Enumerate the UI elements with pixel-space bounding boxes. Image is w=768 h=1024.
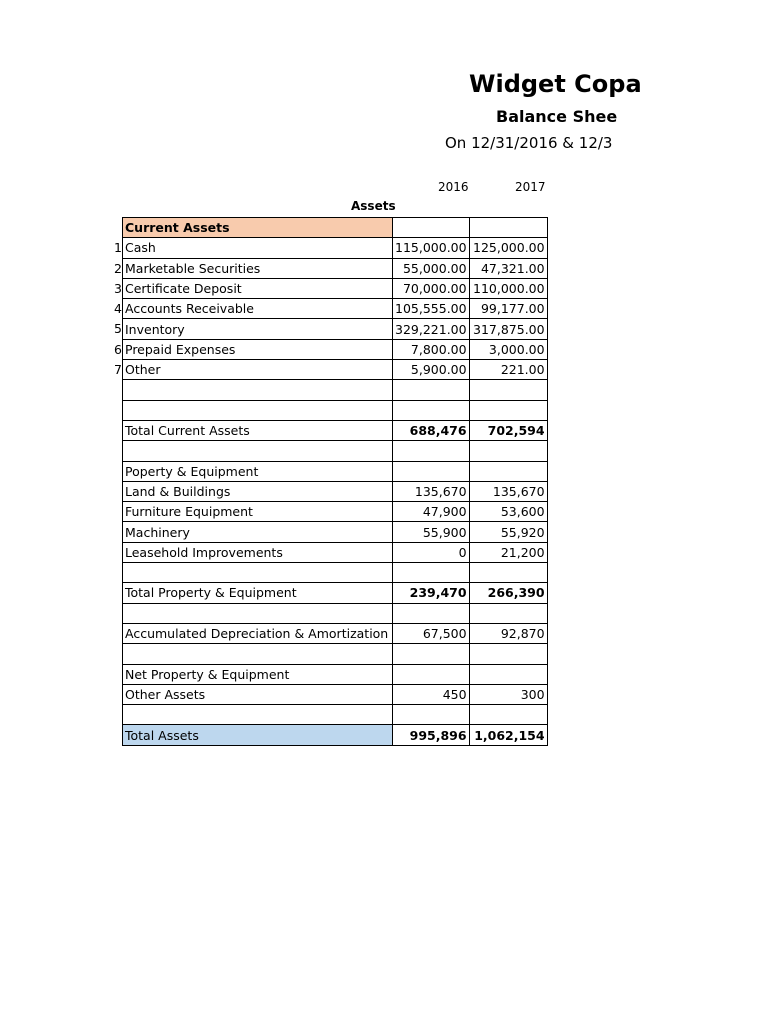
- value-2017-cell[interactable]: 266,390: [469, 583, 547, 603]
- value-2016-cell[interactable]: 7,800.00: [393, 339, 470, 359]
- row-number: 5: [114, 321, 122, 337]
- table-row: [123, 502, 548, 522]
- value-2016-cell[interactable]: 450: [393, 684, 470, 704]
- table-row: [123, 441, 548, 461]
- row-label-text: Current Assets: [125, 220, 230, 236]
- value-2017-cell[interactable]: 53,600: [469, 502, 547, 522]
- row-label-text: Leasehold Improvements: [125, 544, 283, 560]
- value-2017-cell[interactable]: [469, 380, 547, 400]
- value-2017-cell[interactable]: [469, 461, 547, 481]
- table-row: [123, 583, 548, 603]
- value-2016-cell[interactable]: 67,500: [393, 623, 470, 643]
- row-number: 6: [114, 341, 122, 357]
- table-row: [123, 278, 548, 298]
- table-row: [123, 400, 548, 420]
- row-label[interactable]: [123, 725, 393, 745]
- value-2017-cell[interactable]: 1,062,154: [469, 725, 547, 745]
- table-row: [123, 542, 548, 562]
- row-label[interactable]: [123, 400, 393, 420]
- table-row: [123, 299, 548, 319]
- value-2016-cell[interactable]: 55,900: [393, 522, 470, 542]
- value-2017-cell[interactable]: 135,670: [469, 481, 547, 501]
- table-row: [123, 664, 548, 684]
- value-2017-cell[interactable]: 21,200: [469, 542, 547, 562]
- table-row: [123, 380, 548, 400]
- table-row: [123, 481, 548, 501]
- value-2017-cell[interactable]: 92,870: [469, 623, 547, 643]
- value-2016-cell[interactable]: [393, 441, 470, 461]
- row-label-text: Machinery: [125, 524, 190, 540]
- row-label[interactable]: [123, 583, 393, 603]
- value-2016-cell[interactable]: 55,000.00: [393, 258, 470, 278]
- row-label[interactable]: [114, 238, 393, 258]
- value-2017-cell[interactable]: 3,000.00: [469, 339, 547, 359]
- value-2017-cell[interactable]: [469, 705, 547, 725]
- table-row: [123, 644, 548, 664]
- table-row: [123, 319, 548, 339]
- value-2017-cell[interactable]: 55,920: [469, 522, 547, 542]
- value-2017-cell[interactable]: 221.00: [469, 360, 547, 380]
- table-row: [123, 563, 548, 583]
- row-label[interactable]: [123, 644, 393, 664]
- table-row: [123, 684, 548, 704]
- section-label-assets: Assets: [351, 199, 396, 213]
- row-label[interactable]: [114, 278, 393, 298]
- row-label-text: Accumulated Depreciation & Amortization: [125, 626, 389, 642]
- value-2017-cell[interactable]: 702,594: [469, 420, 547, 440]
- row-label-text: Cash: [125, 240, 156, 256]
- row-label[interactable]: [114, 319, 393, 339]
- row-label[interactable]: [123, 684, 393, 704]
- row-label[interactable]: [123, 481, 393, 501]
- value-2016-cell[interactable]: [393, 705, 470, 725]
- row-number: 7: [114, 362, 122, 378]
- value-2016-cell[interactable]: [393, 644, 470, 664]
- row-label-text: Total Property & Equipment: [125, 585, 297, 601]
- row-label-text: Furniture Equipment: [125, 504, 253, 520]
- row-label[interactable]: [123, 603, 393, 623]
- value-2016-cell[interactable]: 70,000.00: [393, 278, 470, 298]
- value-2016-cell[interactable]: 0: [393, 542, 470, 562]
- row-label-text: Other: [125, 362, 161, 378]
- row-label-text: Prepaid Expenses: [125, 341, 236, 357]
- value-2017-cell[interactable]: [469, 664, 547, 684]
- company-title: Widget Copa: [469, 70, 642, 98]
- row-label-text: Land & Buildings: [125, 484, 231, 499]
- row-label-text: Inventory: [125, 321, 185, 337]
- table-row: [123, 603, 548, 623]
- row-label[interactable]: [114, 360, 393, 380]
- value-2016-cell[interactable]: 105,555.00: [393, 299, 470, 319]
- report-title: Balance Shee: [496, 107, 618, 126]
- value-2017-cell[interactable]: [469, 644, 547, 664]
- value-2016-cell[interactable]: 995,896: [393, 725, 470, 745]
- value-2017-cell[interactable]: [469, 441, 547, 461]
- row-label-text: Total Assets: [125, 727, 199, 743]
- row-label[interactable]: [123, 522, 393, 542]
- value-2016-cell[interactable]: [393, 461, 470, 481]
- value-2016-cell[interactable]: 5,900.00: [393, 360, 470, 380]
- row-number: 1: [114, 240, 122, 256]
- table-row: [123, 339, 548, 359]
- table-row: [123, 623, 548, 643]
- table-row: [123, 238, 548, 258]
- row-label-text: Net Property & Equipment: [125, 666, 290, 682]
- value-2016-cell[interactable]: 47,900: [393, 502, 470, 522]
- value-2016-cell[interactable]: [393, 218, 470, 238]
- value-2016-cell[interactable]: 135,670: [393, 481, 470, 501]
- row-label[interactable]: [123, 380, 393, 400]
- table-row: [123, 725, 548, 745]
- row-label[interactable]: [123, 664, 393, 684]
- table-row: [123, 461, 548, 481]
- value-2016-cell[interactable]: [393, 664, 470, 684]
- row-label-text: Accounts Receivable: [125, 301, 254, 317]
- value-2017-cell[interactable]: 99,177.00: [469, 299, 547, 319]
- row-label-text: Certificate Deposit: [125, 281, 242, 297]
- table-row: [123, 360, 548, 380]
- table-row: [123, 705, 548, 725]
- row-label[interactable]: [114, 339, 393, 359]
- balance-sheet-table: [114, 217, 548, 746]
- value-2017-cell[interactable]: 300: [469, 684, 547, 704]
- row-label-text: Other Assets: [125, 686, 206, 702]
- row-label-text: Poperty & Equipment: [125, 463, 259, 479]
- value-2016-cell[interactable]: [393, 380, 470, 400]
- row-label[interactable]: [123, 218, 393, 238]
- value-2016-cell[interactable]: 329,221.00: [393, 319, 470, 339]
- row-label[interactable]: [123, 623, 393, 643]
- row-label[interactable]: [123, 420, 393, 440]
- row-label[interactable]: [123, 563, 393, 583]
- table-row: [123, 218, 548, 238]
- value-2017-cell[interactable]: 125,000.00: [469, 238, 547, 258]
- value-2017-cell[interactable]: [469, 603, 547, 623]
- row-label[interactable]: [114, 299, 393, 319]
- row-label[interactable]: [114, 258, 393, 278]
- value-2017-cell[interactable]: [469, 400, 547, 420]
- table-row: [123, 258, 548, 278]
- row-label[interactable]: [123, 461, 393, 481]
- row-label[interactable]: [123, 705, 393, 725]
- value-2016-cell[interactable]: [393, 603, 470, 623]
- report-header: [0, 0, 642, 160]
- value-2016-cell[interactable]: 688,476: [393, 420, 470, 440]
- table-row: [123, 420, 548, 440]
- value-2017-cell[interactable]: 47,321.00: [469, 258, 547, 278]
- row-label-text: Marketable Securities: [125, 260, 261, 276]
- column-header-2016: 2016: [438, 180, 469, 194]
- value-2016-cell[interactable]: [393, 400, 470, 420]
- value-2017-cell[interactable]: 317,875.00: [469, 319, 547, 339]
- column-header-2017: 2017: [515, 180, 546, 194]
- report-dates: On 12/31/2016 & 12/3: [445, 134, 613, 152]
- row-number: 3: [114, 280, 122, 296]
- value-2016-cell[interactable]: 239,470: [393, 583, 470, 603]
- row-label[interactable]: [123, 441, 393, 461]
- row-number: 2: [114, 260, 122, 276]
- row-number: 4: [114, 301, 122, 317]
- value-2016-cell[interactable]: [393, 563, 470, 583]
- row-label[interactable]: [123, 502, 393, 522]
- row-label-text: Total Current Assets: [125, 423, 250, 439]
- value-2017-cell[interactable]: [469, 563, 547, 583]
- value-2016-cell[interactable]: 115,000.00: [393, 238, 470, 258]
- value-2017-cell[interactable]: 110,000.00: [469, 278, 547, 298]
- table-row: [123, 522, 548, 542]
- value-2017-cell[interactable]: [469, 218, 547, 238]
- row-label[interactable]: [123, 542, 393, 562]
